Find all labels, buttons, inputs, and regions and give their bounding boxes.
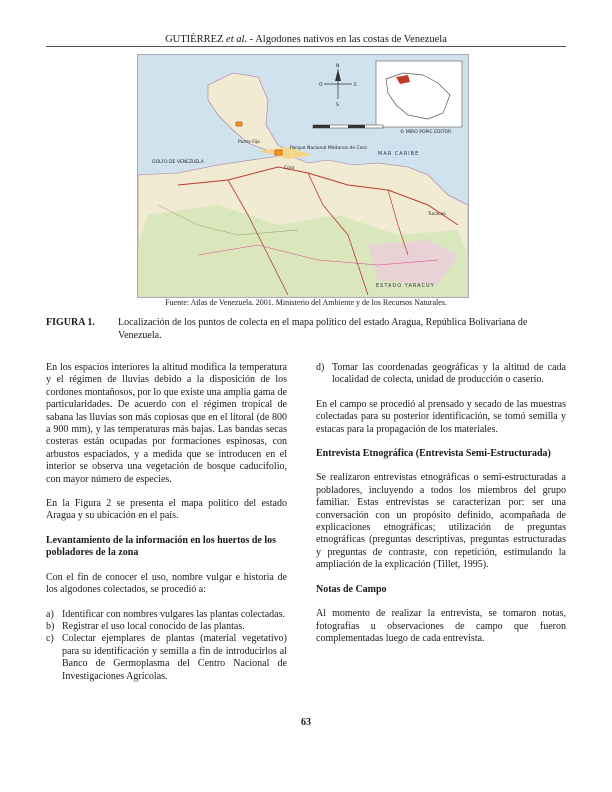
procedure-list (46, 609, 287, 683)
map-credit: © MIRO POPIC EDITOR (400, 130, 452, 135)
map-mar: MAR CARIBE (378, 151, 420, 157)
left-paragraph-2: En la Figura 2 se presenta el mapa político del estado Aragua y su ubicación en el país. (46, 498, 287, 522)
header-etal: et al. (226, 34, 248, 45)
section-heading-levantamiento: Levantamiento de la información en los huertos de los pobladores de la zona (46, 534, 276, 559)
figure-label: FIGURA 1. (46, 317, 95, 328)
left-paragraph-3: Con el fin de conocer el uso, nombre vulgar e historia de los algodones colectados, se procedió a: (46, 571, 287, 596)
section-heading-entrevista: Entrevista Etnográfica (Entrevista Semi-Estructurada) (316, 448, 551, 460)
map-parque: Parque Nacional Médanos de Coro (290, 146, 367, 151)
list-item: d) Tomar las coordenadas geográficas y la altitud de cada localidad de colecta, unidad de producción o caserío. (316, 362, 566, 386)
map-punto-fijo: Punto Fijo (238, 140, 260, 145)
compass-e: E (354, 83, 357, 88)
compass-n: N (336, 64, 340, 69)
figure-source: Fuente: Atlas de Venezuela. 2001. Ministerio del Ambiente y de los Recursos Naturales. (165, 298, 447, 307)
map-svg (138, 55, 468, 297)
map-estado: ESTADO YARACUY (376, 283, 435, 289)
list-item: a) Identificar con nombres vulgares las plantas colectadas. (46, 608, 285, 620)
list-item: b) Registrar el uso local conocido de las plantas. (46, 620, 245, 632)
map-tucacas: Tucacas (428, 212, 446, 217)
right-paragraph-1: En el campo se procedió al prensado y secado de las muestras colectadas para su posterior identificación, se tomó semilla y estacas para la propagación de los materiales. (316, 398, 566, 435)
map-golfo: GOLFO DE VENEZUELA (152, 160, 204, 165)
compass-s: S (336, 103, 339, 108)
procedure-list-continued (316, 362, 566, 387)
right-column (316, 362, 566, 657)
header-rule (46, 46, 566, 47)
compass-o: O (319, 83, 323, 88)
right-paragraph-2: Se realizaron entrevistas etnográficas o semi-estructuradas a pobladores, incluyendo a todos los miembros del grupo familiar. Estas entrevistas se caracterizan por: ser una conversación con un propósito definido, acompañada de explicaciones etnográficas; utilización de preguntas etnográficas (preguntas descriptivas, preguntas estructuradas y preguntas de contraste, con repetición, estimulando la ampliación de la explicación (Tillet, 1995). (316, 472, 566, 571)
page-number: 63 (301, 717, 311, 728)
map-coro: Coro (284, 166, 295, 171)
running-header (70, 34, 542, 45)
header-title: - Algodones nativos en las costas de Venezuela (249, 34, 447, 45)
left-column (46, 362, 287, 695)
header-author: GUTIÉRREZ (165, 34, 224, 45)
left-paragraph-1: En los espacios interiores la altitud modifica la temperatura y el régimen de lluvias debido a la disposición de los cordones montañosos, por lo que existe una amplia gama de particularidades. De acuerdo con el régimen tropical de sabana las lluvias son más copiosas que en el litoral (de 800 a 900 mm), y las temperaturas más bajas. Las bandas secas costeras están ocupadas por formaciones espinosas, con arbustos espaciados, y a medida que se introducen en el interior se observa una vegetación de bosque caducifolio, con mayor número de especies. (46, 362, 287, 485)
section-heading-notas: Notas de Campo (316, 583, 387, 595)
right-paragraph-3: Al momento de realizar la entrevista, se tomaron notas, fotografías u observaciones de campo que fueron complementadas luego de cada entrevista. (316, 608, 566, 644)
list-item: c) Colectar ejemplares de plantas (material vegetativo) para su identificación y semilla a fin de introducirlos al Banco de Germoplasma del Centro Nacional de Investigaciones Agrícolas. (46, 633, 287, 682)
map-figure (137, 54, 469, 298)
figure-caption: Localización de los puntos de colecta en el mapa político del estado Aragua, República Bolivariana de Venezuela. (118, 317, 528, 341)
